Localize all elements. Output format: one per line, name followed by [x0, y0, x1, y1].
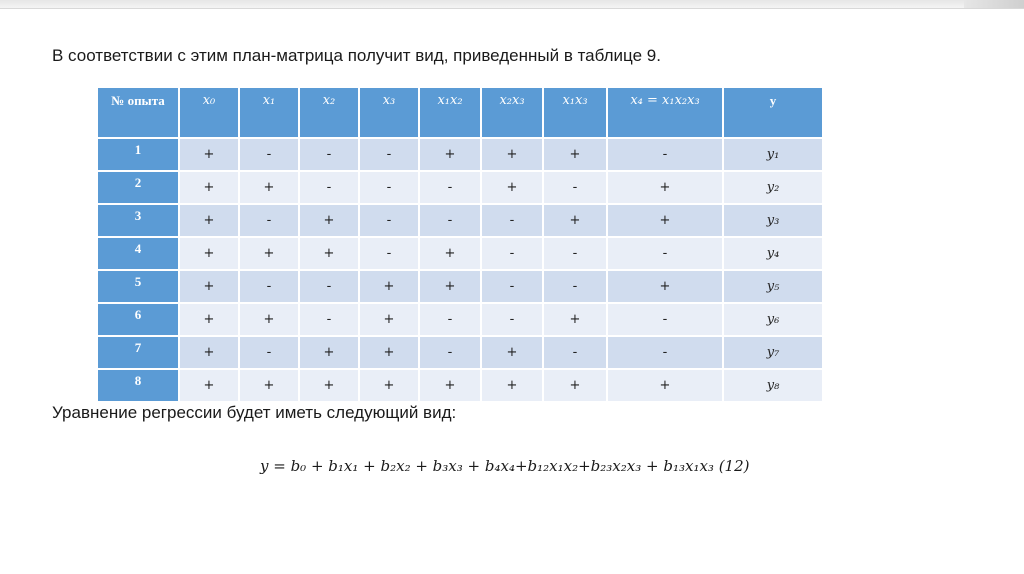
sign-cell: - — [299, 303, 359, 336]
sign-cell: + — [481, 369, 543, 402]
response-cell: y₄ — [723, 237, 823, 270]
sign-cell: + — [359, 336, 419, 369]
sign-cell: - — [299, 138, 359, 171]
sign-cell: - — [419, 303, 481, 336]
header-x1 — [239, 87, 299, 138]
sign-cell: + — [543, 303, 607, 336]
table-row — [97, 369, 823, 402]
header-y: y — [723, 87, 823, 138]
row-number-cell: 4 — [97, 237, 179, 270]
intro-text: В соответствии с этим план-матрица получит вид, приведенный в таблице 9. — [52, 46, 661, 65]
row-number-cell: 6 — [97, 303, 179, 336]
table-row — [97, 336, 823, 369]
slide-top-border — [0, 0, 1024, 9]
sign-cell: + — [239, 171, 299, 204]
regression-formula: y = b₀ + b₁x₁ + b₂x₂ + b₃x₃ + b₄x₄+b₁₂x₁x₂+b₂₃x₂x₃ + b₁₃x₁x₃ (12) — [260, 457, 750, 475]
sign-cell: + — [419, 138, 481, 171]
header-x2 — [299, 87, 359, 138]
sign-cell: + — [179, 369, 239, 402]
sign-cell: + — [179, 237, 239, 270]
response-cell: y₁ — [723, 138, 823, 171]
sign-cell: - — [607, 237, 723, 270]
response-cell: y₆ — [723, 303, 823, 336]
sign-cell: + — [419, 369, 481, 402]
sign-cell: - — [419, 336, 481, 369]
header-x1x3-label: x₁x₃ — [562, 93, 588, 108]
sign-cell: + — [607, 204, 723, 237]
sign-cell: + — [419, 270, 481, 303]
header-x2-label: x₂ — [322, 93, 336, 108]
sign-cell: - — [359, 237, 419, 270]
plan-matrix-table — [96, 86, 824, 403]
header-x4 — [607, 87, 723, 138]
sign-cell: - — [299, 270, 359, 303]
table-row — [97, 171, 823, 204]
sign-cell: + — [179, 270, 239, 303]
sign-cell: + — [179, 204, 239, 237]
sign-cell: + — [299, 336, 359, 369]
table-row — [97, 270, 823, 303]
sign-cell: - — [481, 237, 543, 270]
table-row — [97, 138, 823, 171]
header-x4-label: x₄ = x₁x₂x₃ — [630, 93, 700, 108]
header-x1x2 — [419, 87, 481, 138]
sign-cell: + — [179, 138, 239, 171]
table-header-row — [97, 87, 823, 138]
sign-cell: + — [543, 369, 607, 402]
header-x0-label: x₀ — [202, 93, 216, 108]
header-x1x2-label: x₁x₂ — [437, 93, 463, 108]
sign-cell: + — [419, 237, 481, 270]
sign-cell: - — [543, 336, 607, 369]
sign-cell: + — [359, 369, 419, 402]
sign-cell: - — [607, 336, 723, 369]
table-body — [97, 138, 823, 402]
sign-cell: - — [239, 204, 299, 237]
sign-cell: + — [543, 204, 607, 237]
sign-cell: + — [607, 270, 723, 303]
sign-cell: + — [299, 369, 359, 402]
sign-cell: + — [179, 171, 239, 204]
sign-cell: - — [359, 138, 419, 171]
response-cell: y₈ — [723, 369, 823, 402]
sign-cell: - — [419, 171, 481, 204]
header-x0 — [179, 87, 239, 138]
sign-cell: - — [607, 138, 723, 171]
row-number-cell: 7 — [97, 336, 179, 369]
sign-cell: - — [299, 171, 359, 204]
sign-cell: - — [543, 237, 607, 270]
sign-cell: + — [179, 336, 239, 369]
response-cell: y₂ — [723, 171, 823, 204]
sign-cell: + — [239, 237, 299, 270]
sign-cell: + — [481, 171, 543, 204]
regression-text: Уравнение регрессии будет иметь следующий вид: — [52, 403, 457, 422]
table-row — [97, 204, 823, 237]
row-number-cell: 2 — [97, 171, 179, 204]
row-number-cell: 5 — [97, 270, 179, 303]
sign-cell: + — [481, 138, 543, 171]
sign-cell: - — [607, 303, 723, 336]
sign-cell: - — [419, 204, 481, 237]
sign-cell: - — [239, 138, 299, 171]
sign-cell: + — [239, 369, 299, 402]
sign-cell: + — [607, 369, 723, 402]
table-row — [97, 303, 823, 336]
response-cell: y₃ — [723, 204, 823, 237]
response-cell: y₇ — [723, 336, 823, 369]
sign-cell: - — [359, 171, 419, 204]
sign-cell: + — [359, 270, 419, 303]
table-row — [97, 237, 823, 270]
header-experiment-number: № опыта — [97, 87, 179, 138]
sign-cell: - — [239, 270, 299, 303]
sign-cell: - — [481, 270, 543, 303]
header-x2x3 — [481, 87, 543, 138]
sign-cell: + — [299, 237, 359, 270]
sign-cell: - — [481, 204, 543, 237]
header-x3 — [359, 87, 419, 138]
header-x1-label: x₁ — [262, 93, 276, 108]
header-x1x3 — [543, 87, 607, 138]
sign-cell: + — [179, 303, 239, 336]
sign-cell: - — [359, 204, 419, 237]
sign-cell: + — [359, 303, 419, 336]
sign-cell: + — [299, 204, 359, 237]
sign-cell: + — [543, 138, 607, 171]
sign-cell: - — [543, 270, 607, 303]
slide-corner-accent — [964, 0, 1024, 8]
sign-cell: + — [239, 303, 299, 336]
sign-cell: + — [481, 336, 543, 369]
sign-cell: + — [607, 171, 723, 204]
sign-cell: - — [239, 336, 299, 369]
sign-cell: - — [543, 171, 607, 204]
row-number-cell: 3 — [97, 204, 179, 237]
response-cell: y₅ — [723, 270, 823, 303]
header-x2x3-label: x₂x₃ — [499, 93, 525, 108]
row-number-cell: 8 — [97, 369, 179, 402]
sign-cell: - — [481, 303, 543, 336]
row-number-cell: 1 — [97, 138, 179, 171]
header-x3-label: x₃ — [382, 93, 396, 108]
